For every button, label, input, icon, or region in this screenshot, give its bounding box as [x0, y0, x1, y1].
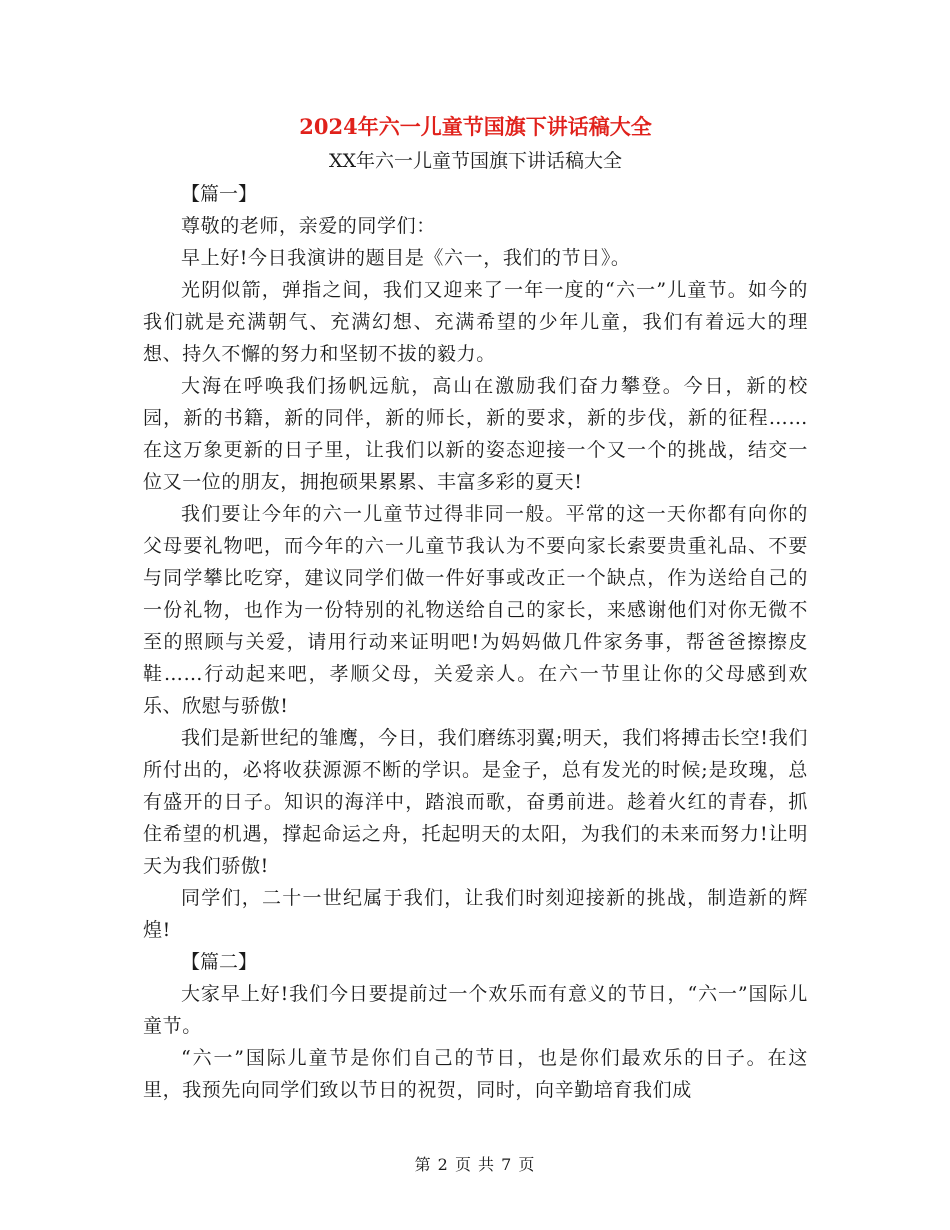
section-1 — [143, 178, 808, 946]
document-title: 2024年六一儿童节国旗下讲话稿大全 — [299, 114, 652, 139]
paragraph: 我们要让今年的六一儿童节过得非同一般。平常的这一天你都有向你的父母要礼物吧，而今年的六一儿童节我认为不要向家长索要贵重礼品、不要与同学攀比吃穿，建议同学们做一件好事或改正一个缺点，作为送给自己的一份礼物，也作为一份特别的礼物送给自己的家长，来感谢他们对你无微不至的照顾与关爱，请用行动来证明吧!为妈妈做几件家务事，帮爸爸擦擦皮鞋……行动起来吧，孝顺父母，关爱亲人。在六一节里让你的父母感到欢乐、欣慰与骄傲! — [143, 503, 808, 717]
paragraph: “六一”国际儿童节是你们自己的节日，也是你们最欢乐的日子。在这里，我预先向同学们致以节日的祝贺，同时，向辛勤培育我们成 — [143, 1047, 808, 1101]
section-label: 【篇二】 — [181, 951, 258, 973]
paragraph: 光阴似箭，弹指之间，我们又迎来了一年一度的“六一”儿童节。如今的我们就是充满朝气、充满幻想、充满希望的少年儿童，我们有着远大的理想、持久不懈的努力和坚韧不拔的毅力。 — [143, 279, 808, 365]
paragraph: 大家早上好!我们今日要提前过一个欢乐而有意义的节日，“六一”国际儿童节。 — [143, 983, 808, 1037]
paragraph: 大海在呼唤我们扬帆远航，高山在激励我们奋力攀登。今日，新的校园，新的书籍，新的同伴，新的师长，新的要求，新的步伐，新的征程……在这万象更新的日子里，让我们以新的姿态迎接一个又一个的挑战，结交一位又一位的朋友，拥抱硕果累累、丰富多彩的夏天! — [143, 375, 808, 493]
paragraph: 同学们，二十一世纪属于我们，让我们时刻迎接新的挑战，制造新的辉煌! — [143, 887, 808, 941]
paragraph: 尊敬的老师，亲爱的同学们： — [181, 215, 436, 237]
paragraph: 早上好!今日我演讲的题目是《六一，我们的节日》。 — [181, 247, 631, 269]
document-subtitle: XX年六一儿童节国旗下讲话稿大全 — [328, 150, 623, 172]
section-label: 【篇一】 — [181, 183, 258, 205]
page-footer: 第 2 页 共 7 页 — [414, 1155, 536, 1174]
document-page — [143, 112, 808, 1106]
section-2 — [143, 946, 808, 1106]
paragraph: 我们是新世纪的雏鹰，今日，我们磨练羽翼;明天，我们将搏击长空!我们所付出的，必将收获源源不断的学识。是金子，总有发光的时候;是玫瑰，总有盛开的日子。知识的海洋中，踏浪而歌，奋勇前进。趁着火红的青春，抓住希望的机遇，撑起命运之舟，托起明天的太阳，为我们的未来而努力!让明天为我们骄傲! — [143, 727, 808, 877]
